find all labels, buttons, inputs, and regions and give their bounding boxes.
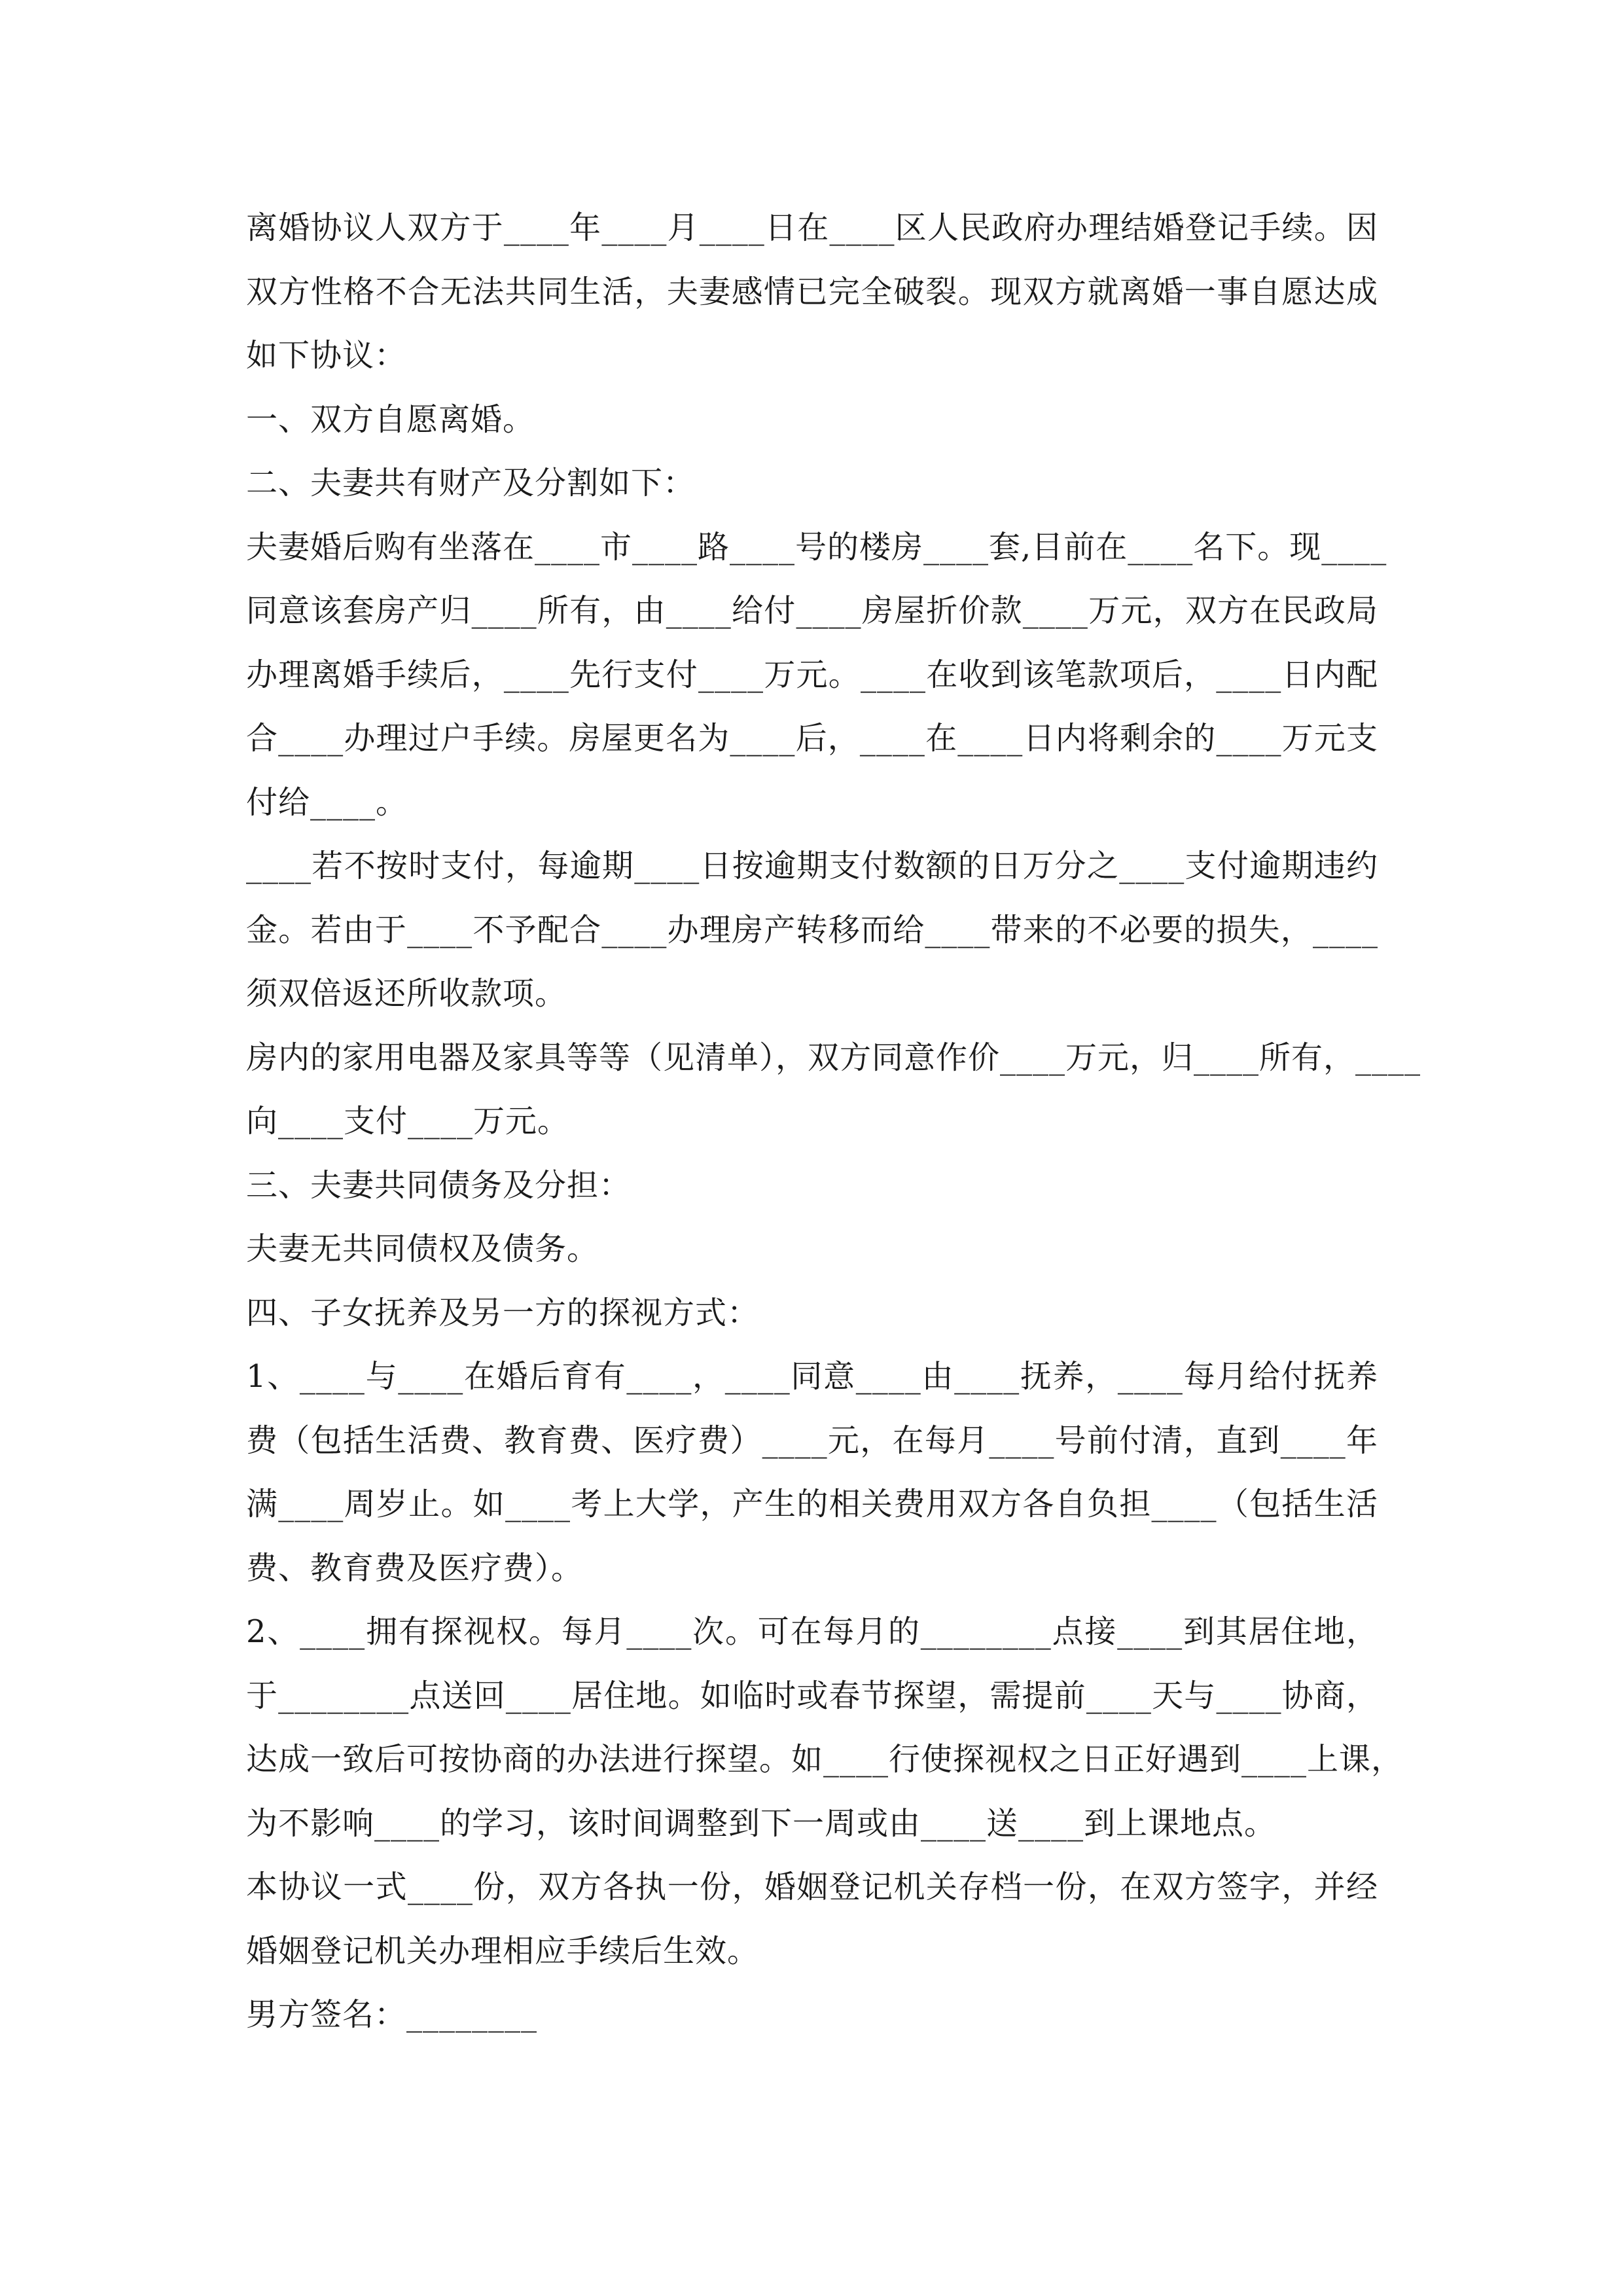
text-line: 合____办理过户手续。房屋更名为____后，____在____日内将剩余的____万元支 (246, 720, 1378, 757)
text-line: 达成一致后可按协商的办法进行探望。如____行使探视权之日正好遇到____上课， (246, 1741, 1404, 1778)
agreement-body (246, 196, 1421, 2047)
text-line: 三、夫妻共同债务及分担： (246, 1166, 632, 1204)
text-line: 为不影响____的学习，该时间调整到下一周或由____送____到上课地点。 (246, 1804, 1277, 1842)
text-line: 双方性格不合无法共同生活，夫妻感情已完全破裂。现双方就离婚一事自愿达成 (246, 273, 1378, 310)
text-line: 2、____拥有探视权。每月____次。可在每月的________点接____到其居住地， (246, 1613, 1378, 1650)
text-line: ____若不按时支付，每逾期____日按逾期支付数额的日万分之____支付逾期违约 (246, 848, 1378, 884)
text-line: 办理离婚手续后，____先行支付____万元。____在收到该笔款项后，____日内配 (246, 656, 1378, 693)
text-line: 本协议一式____份，双方各执一份，婚姻登记机关存档一份，在双方签字，并经 (246, 1869, 1378, 1905)
text-line: 夫妻无共同债权及债务。 (246, 1230, 599, 1267)
text-line: 同意该套房产归____所有，由____给付____房屋折价款____万元，双方在民政局 (246, 592, 1378, 629)
text-line: 二、夫妻共有财产及分割如下： (246, 465, 696, 501)
text-line: 1、____与____在婚后育有____，____同意____由____抚养，____每月给付抚养 (246, 1358, 1378, 1395)
text-line: 离婚协议人双方于____年____月____日在____区人民政府办理结婚登记手续。因 (246, 209, 1378, 246)
text-line: 须双倍返还所收款项。 (246, 975, 567, 1012)
text-line: 满____周岁止。如____考上大学，产生的相关费用双方各自负担____（包括生活 (246, 1486, 1378, 1522)
text-line: 金。若由于____不予配合____办理房产转移而给____带来的不必要的损失，____ (246, 911, 1378, 948)
text-line: 付给____。 (246, 783, 408, 821)
text-line: 于________点送回____居住地。如临时或春节探望，需提前____天与____协商， (246, 1677, 1378, 1714)
text-line: 向____支付____万元。 (246, 1103, 570, 1139)
text-line: 费（包括生活费、教育费、医疗费）____元，在每月____号前付清，直到____年 (246, 1422, 1378, 1459)
text-line: 男方签名：________ (246, 1996, 538, 2033)
text-line: 如下协议： (246, 337, 407, 374)
text-line: 婚姻登记机关办理相应手续后生效。 (246, 1932, 760, 1969)
text-line: 夫妻婚后购有坐落在____市____路____号的楼房____套,目前在____名下。现____ (246, 528, 1387, 565)
text-line: 房内的家用电器及家具等等（见清单），双方同意作价____万元，归____所有，____ (246, 1039, 1421, 1076)
text-line: 四、子女抚养及另一方的探视方式： (246, 1294, 760, 1331)
text-line: 一、双方自愿离婚。 (246, 401, 535, 438)
text-line: 费、教育费及医疗费）。 (246, 1549, 584, 1587)
